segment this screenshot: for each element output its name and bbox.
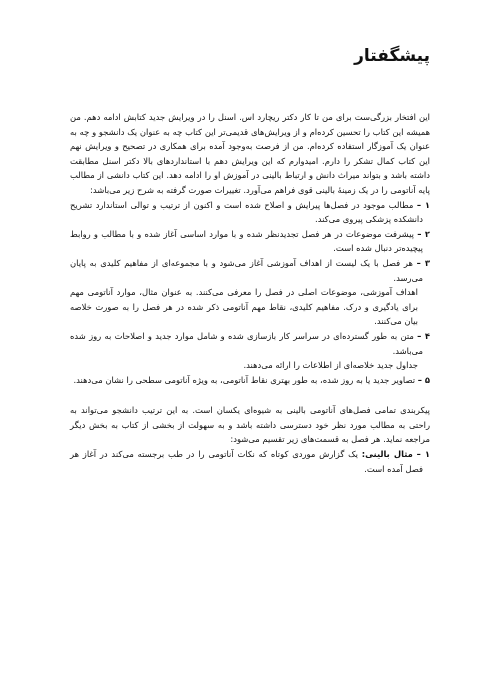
list-item-number: ۳ –	[416, 257, 430, 268]
list-item	[70, 198, 430, 227]
list-item	[70, 256, 430, 285]
list-item	[70, 373, 430, 388]
page-body	[70, 110, 430, 476]
list-item-text: پیشرفت موضوعات در هر فصل تجدیدنظر شده و با موارد اساسی آغاز شده و با مطالب و روابط پیچیده‌تر دنبال شده است.	[70, 228, 423, 254]
intro-paragraph: این افتخار بزرگی‌ست برای من تا کار دکتر ریچارد اس. اسنل را در ویرایش جدید کتابش ادامه دهم. من همیشه این کتاب را تحسین کرده‌ام و از ویرایش‌های قدیمی‌تر این کتاب چه به عنوان یک دانشجو و چه به عنوان یک آموزگار استفاده کرده‌ام. من از فرصت به‌وجود آمده برای همکاری در تصحیح و ویرایش نهم این کتاب کمال تشکر را دارم. امیدوارم که این ویرایش دهم با استانداردهای بالا دکتر اسنل مطابقت داشته باشد و بتواند میراث دانش و ارتباط بالینی در آموزش او را ادامه دهد. این کتاب دانشی از مطالب پایه آناتومی را در یک زمینهٔ بالینی قوی فراهم می‌آورد. تغییرات صورت گرفته به شرح زیر می‌باشد:	[70, 112, 430, 195]
list-item-text: متن به طور گسترده‌ای در سراسر کار بازسازی شده و شامل موارد جدید و اصلاحات به روز شده می‌باشد.	[70, 330, 423, 356]
changes-list	[70, 198, 430, 388]
list-item	[70, 329, 430, 358]
list-item	[70, 227, 430, 256]
section-text: یک گزارش موردی کوتاه که نکات آناتومی را در طب برجسته می‌کند در آغاز هر فصل آمده است.	[70, 449, 423, 474]
list-item-text: هر فصل با یک لیست از اهداف آموزشی آغاز می‌شود و با مجموعه‌ای از مفاهیم کلیدی به پایان می‌رسد.	[70, 257, 423, 283]
list-item-number: ۵ –	[417, 374, 430, 385]
sections-list	[70, 447, 430, 476]
list-item-text: مطالب موجود در فصل‌ها پیرایش و اصلاح شده است و اکنون از ترتیب و توالی استاندارد تشریح دانشکده پزشکی پیروی می‌کند.	[70, 199, 423, 225]
list-item	[70, 447, 430, 476]
section-label: مثال بالینی:	[361, 449, 413, 460]
list-item-detail: جداول جدید خلاصه‌ای از اطلاعات را ارائه می‌دهند.	[243, 360, 418, 371]
list-item-detail: اهداف آموزشی، موضوعات اصلی در فصل را معرفی می‌کنند. به عنوان مثال، موارد آناتومی مهم برای یادگیری و درک. مفاهیم کلیدی، نقاط مهم آناتومی ذکر شده در هر فصل را به صورت خلاصه بیان می‌کنند.	[70, 287, 418, 327]
page-title: پیشگفتار	[354, 46, 430, 66]
list-item-number: ۱ –	[416, 449, 430, 460]
structure-paragraph: پیکربندی تمامی فصل‌های آناتومی بالینی به شیوه‌ای یکسان است. به این ترتیب دانشجو می‌تواند به راحتی به مطالب مورد نظر خود دسترسی داشته باشد و به سهولت از بخشی از کتاب به بخش دیگر مراجعه نماید. هر فصل به قسمت‌های زیر تقسیم می‌شود:	[70, 405, 430, 445]
list-item-number: ۲ –	[417, 228, 431, 239]
list-item-text: تصاویر جدید یا به روز شده، به طور بهتری نقاط آناتومی، به ویژه آناتومی سطحی را نشان می‌دهند.	[73, 374, 416, 385]
list-item-number: ۱ –	[416, 199, 430, 210]
list-item-number: ۴ –	[417, 330, 430, 341]
paragraph-gap	[70, 387, 430, 403]
